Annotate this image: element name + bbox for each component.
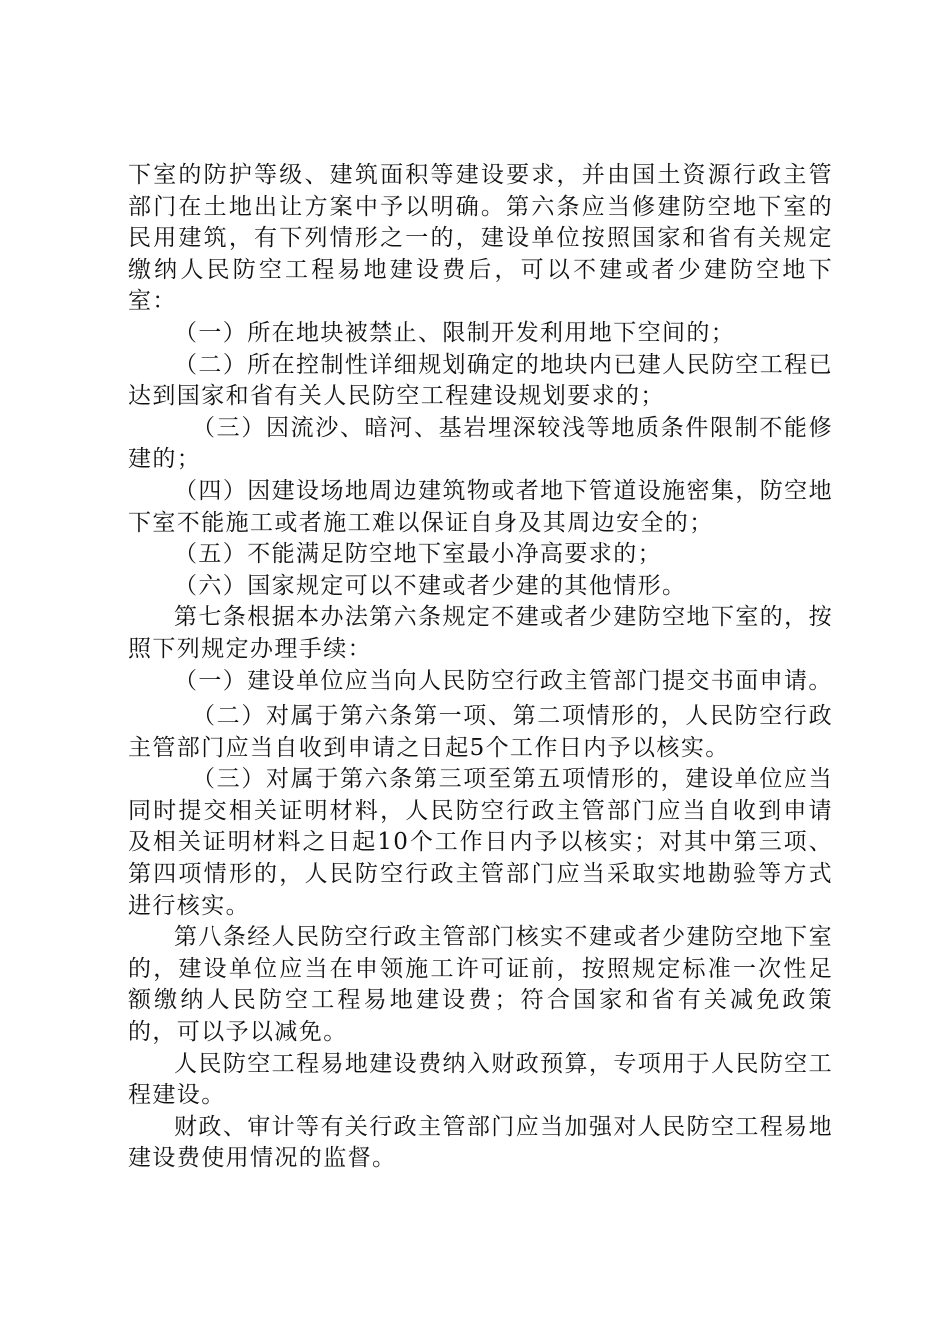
paragraph-continuation: 下室的防护等级、建筑面积等建设要求，并由国土资源行政主管部门在土地出让方案中予以明确。第六条应当修建防空地下室的民用建筑，有下列情形之一的，建设单位按照国家和省有关规定缴纳人民防空工程易地建设费后，可以不建或者少建防空地下室： (128, 162, 833, 315)
article-7-item-1: （一）建设单位应当向人民防空行政主管部门提交书面申请。 (174, 667, 833, 694)
document-body (128, 160, 833, 1175)
article-8: 第八条经人民防空行政主管部门核实不建或者少建防空地下室的，建设单位应当在申领施工许可证前，按照规定标准一次性足额缴纳人民防空工程易地建设费；符合国家和省有关减免政策的，可以予以减免。 (128, 924, 833, 1046)
article-7: 第七条根据本办法第六条规定不建或者少建防空地下室的，按照下列规定办理手续： (128, 604, 833, 662)
paragraph-supervision: 财政、审计等有关行政主管部门应当加强对人民防空工程易地建设费使用情况的监督。 (128, 1113, 833, 1172)
article-7-item-3: （三）对属于第六条第三项至第五项情形的，建设单位应当同时提交相关证明材料，人民防空行政主管部门应当自收到申请及相关证明材料之日起10个工作日内予以核实；对其中第三项、第四项情形的，人民防空行政主管部门应当采取实地勘验等方式进行核实。 (128, 766, 833, 919)
article-7-item-2: （二）对属于第六条第一项、第二项情形的，人民防空行政主管部门应当自收到申请之日起5个工作日内予以核实。 (128, 703, 833, 761)
list-item-1: （一）所在地块被禁止、限制开发利用地下空间的； (174, 319, 736, 346)
list-item-2: （二）所在控制性详细规划确定的地块内已建人民防空工程已达到国家和省有关人民防空工程建设规划要求的； (128, 351, 833, 410)
paragraph-fee-budget: 人民防空工程易地建设费纳入财政预算，专项用于人民防空工程建设。 (128, 1050, 833, 1109)
list-item-3: （三）因流沙、暗河、基岩埋深较浅等地质条件限制不能修建的； (128, 414, 833, 473)
list-item-4: （四）因建设场地周边建筑物或者地下管道设施密集，防空地下室不能施工或者施工难以保证自身及其周边安全的； (128, 477, 833, 536)
list-item-6: （六）国家规定可以不建或者少建的其他情形。 (174, 572, 687, 599)
list-item-5: （五）不能满足防空地下室最小净高要求的； (174, 541, 662, 568)
